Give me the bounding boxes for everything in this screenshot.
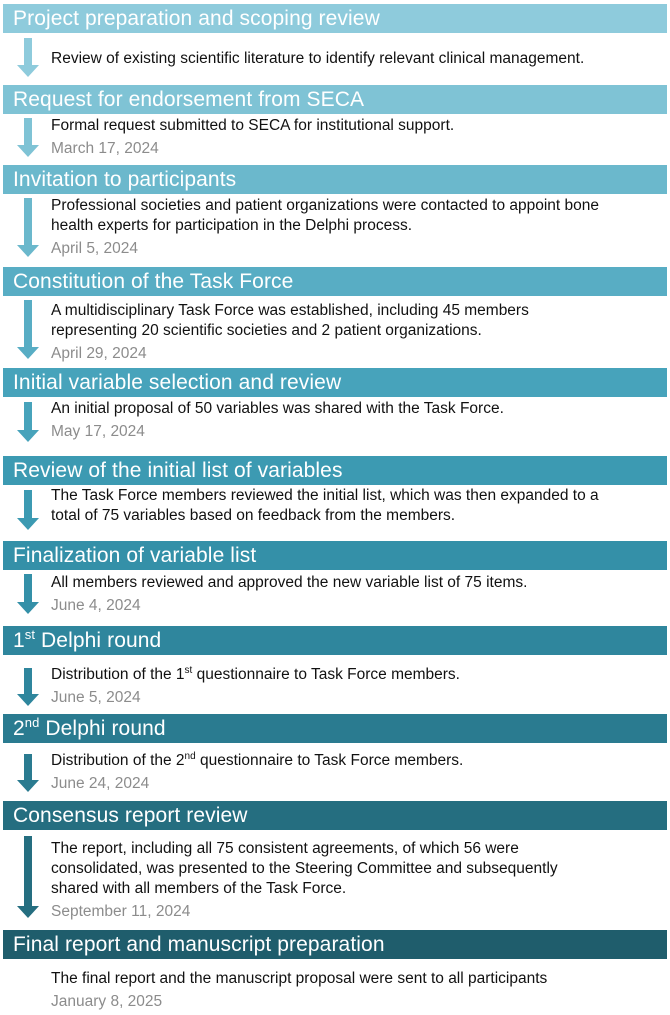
step-date: March 17, 2024 (51, 140, 159, 157)
down-arrow-shape (17, 300, 39, 359)
step-title-superscript: nd (24, 715, 40, 730)
step-date: September 11, 2024 (51, 903, 191, 920)
down-arrow-shape (17, 198, 39, 257)
step-description-line: total of 75 variables based on feedback from the members. (51, 507, 456, 524)
down-arrow-icon (17, 668, 39, 706)
step-title: Finalization of variable list (13, 544, 257, 567)
step-header (3, 541, 667, 570)
description-text: questionnaire to Task Force members. (195, 752, 464, 769)
step-header (3, 801, 667, 830)
step-date: June 4, 2024 (51, 597, 141, 614)
step-description-line: consolidated, was presented to the Steering Committee and subsequently (51, 860, 558, 877)
step-date: June 5, 2024 (51, 689, 141, 706)
step-title: Request for endorsement from SECA (13, 88, 365, 111)
step-description-line: A multidisciplinary Task Force was established, including 45 members (51, 302, 529, 319)
step-title: Project preparation and scoping review (13, 7, 380, 30)
step-title: Invitation to participants (13, 168, 237, 191)
step-description-line: An initial proposal of 50 variables was shared with the Task Force. (51, 400, 504, 417)
step-description-line: All members reviewed and approved the new variable list of 75 items. (51, 574, 528, 591)
step-header (3, 714, 667, 743)
step-header (3, 267, 667, 296)
step-description (51, 573, 663, 593)
step-description-line: The Task Force members reviewed the initial list, which was then expanded to a (51, 487, 599, 504)
step-title: Initial variable selection and review (13, 371, 342, 394)
step-title-rest: Delphi round (35, 629, 162, 652)
step-description (51, 751, 663, 771)
step-description-line: Formal request submitted to SECA for institutional support. (51, 117, 455, 134)
step-title: 2 (13, 717, 25, 740)
step-description-line: shared with all members of the Task Force. (51, 880, 347, 897)
step-title: Consensus report review (13, 804, 248, 827)
step-header (3, 165, 667, 194)
step-title: Review of the initial list of variables (13, 459, 343, 482)
step-description (51, 49, 663, 69)
step-description (51, 665, 663, 685)
step-date: April 5, 2024 (51, 240, 139, 257)
step-description-line: The final report and the manuscript proposal were sent to all participants (51, 970, 548, 987)
down-arrow-icon (17, 198, 39, 257)
step-title-superscript: st (24, 627, 36, 642)
step-date: April 29, 2024 (51, 345, 147, 362)
step-description (51, 399, 663, 419)
down-arrow-icon (17, 754, 39, 792)
step-header (3, 930, 667, 959)
description-superscript: nd (184, 750, 196, 762)
step-date: May 17, 2024 (51, 423, 145, 440)
step-description-line (51, 665, 663, 685)
step-description (51, 196, 663, 236)
step-title-rest: Delphi round (39, 717, 166, 740)
step-title: 1 (13, 629, 25, 652)
step-description (51, 486, 663, 526)
down-arrow-icon (17, 300, 39, 359)
step-title: Constitution of the Task Force (13, 270, 294, 293)
step-header (3, 626, 667, 655)
description-text: Distribution of the 2 (51, 752, 185, 769)
down-arrow-shape (17, 754, 39, 792)
step-description (51, 301, 663, 341)
description-superscript: st (184, 664, 193, 676)
down-arrow-icon (17, 574, 39, 614)
step-description-line: Review of existing scientific literature to identify relevant clinical management. (51, 50, 585, 67)
down-arrow-icon (17, 490, 39, 530)
step-description (51, 839, 663, 899)
step-header (3, 368, 667, 397)
down-arrow-icon (17, 402, 39, 442)
down-arrow-shape (17, 38, 39, 77)
step-header (3, 456, 667, 485)
step-description (51, 116, 663, 136)
step-date: January 8, 2025 (51, 993, 163, 1010)
down-arrow-shape (17, 118, 39, 157)
step-header (3, 4, 667, 33)
step-description-line (51, 751, 663, 771)
step-description (51, 969, 663, 989)
down-arrow-shape (17, 836, 39, 918)
step-header (3, 85, 667, 114)
down-arrow-icon (17, 836, 39, 918)
step-description-line: Professional societies and patient organizations were contacted to appoint bone (51, 197, 600, 214)
down-arrow-shape (17, 490, 39, 530)
down-arrow-icon (17, 118, 39, 157)
down-arrow-shape (17, 402, 39, 442)
down-arrow-shape (17, 668, 39, 706)
step-date: June 24, 2024 (51, 775, 150, 792)
step-title: Final report and manuscript preparation (13, 933, 385, 956)
step-description-line: representing 20 scientific societies and 2 patient organizations. (51, 322, 482, 339)
step-description-line: health experts for participation in the Delphi process. (51, 217, 413, 234)
down-arrow-shape (17, 574, 39, 614)
down-arrow-icon (17, 38, 39, 77)
description-text: questionnaire to Task Force members. (192, 666, 460, 683)
description-text: Distribution of the 1 (51, 666, 185, 683)
step-description-line: The report, including all 75 consistent agreements, of which 56 were (51, 840, 519, 857)
